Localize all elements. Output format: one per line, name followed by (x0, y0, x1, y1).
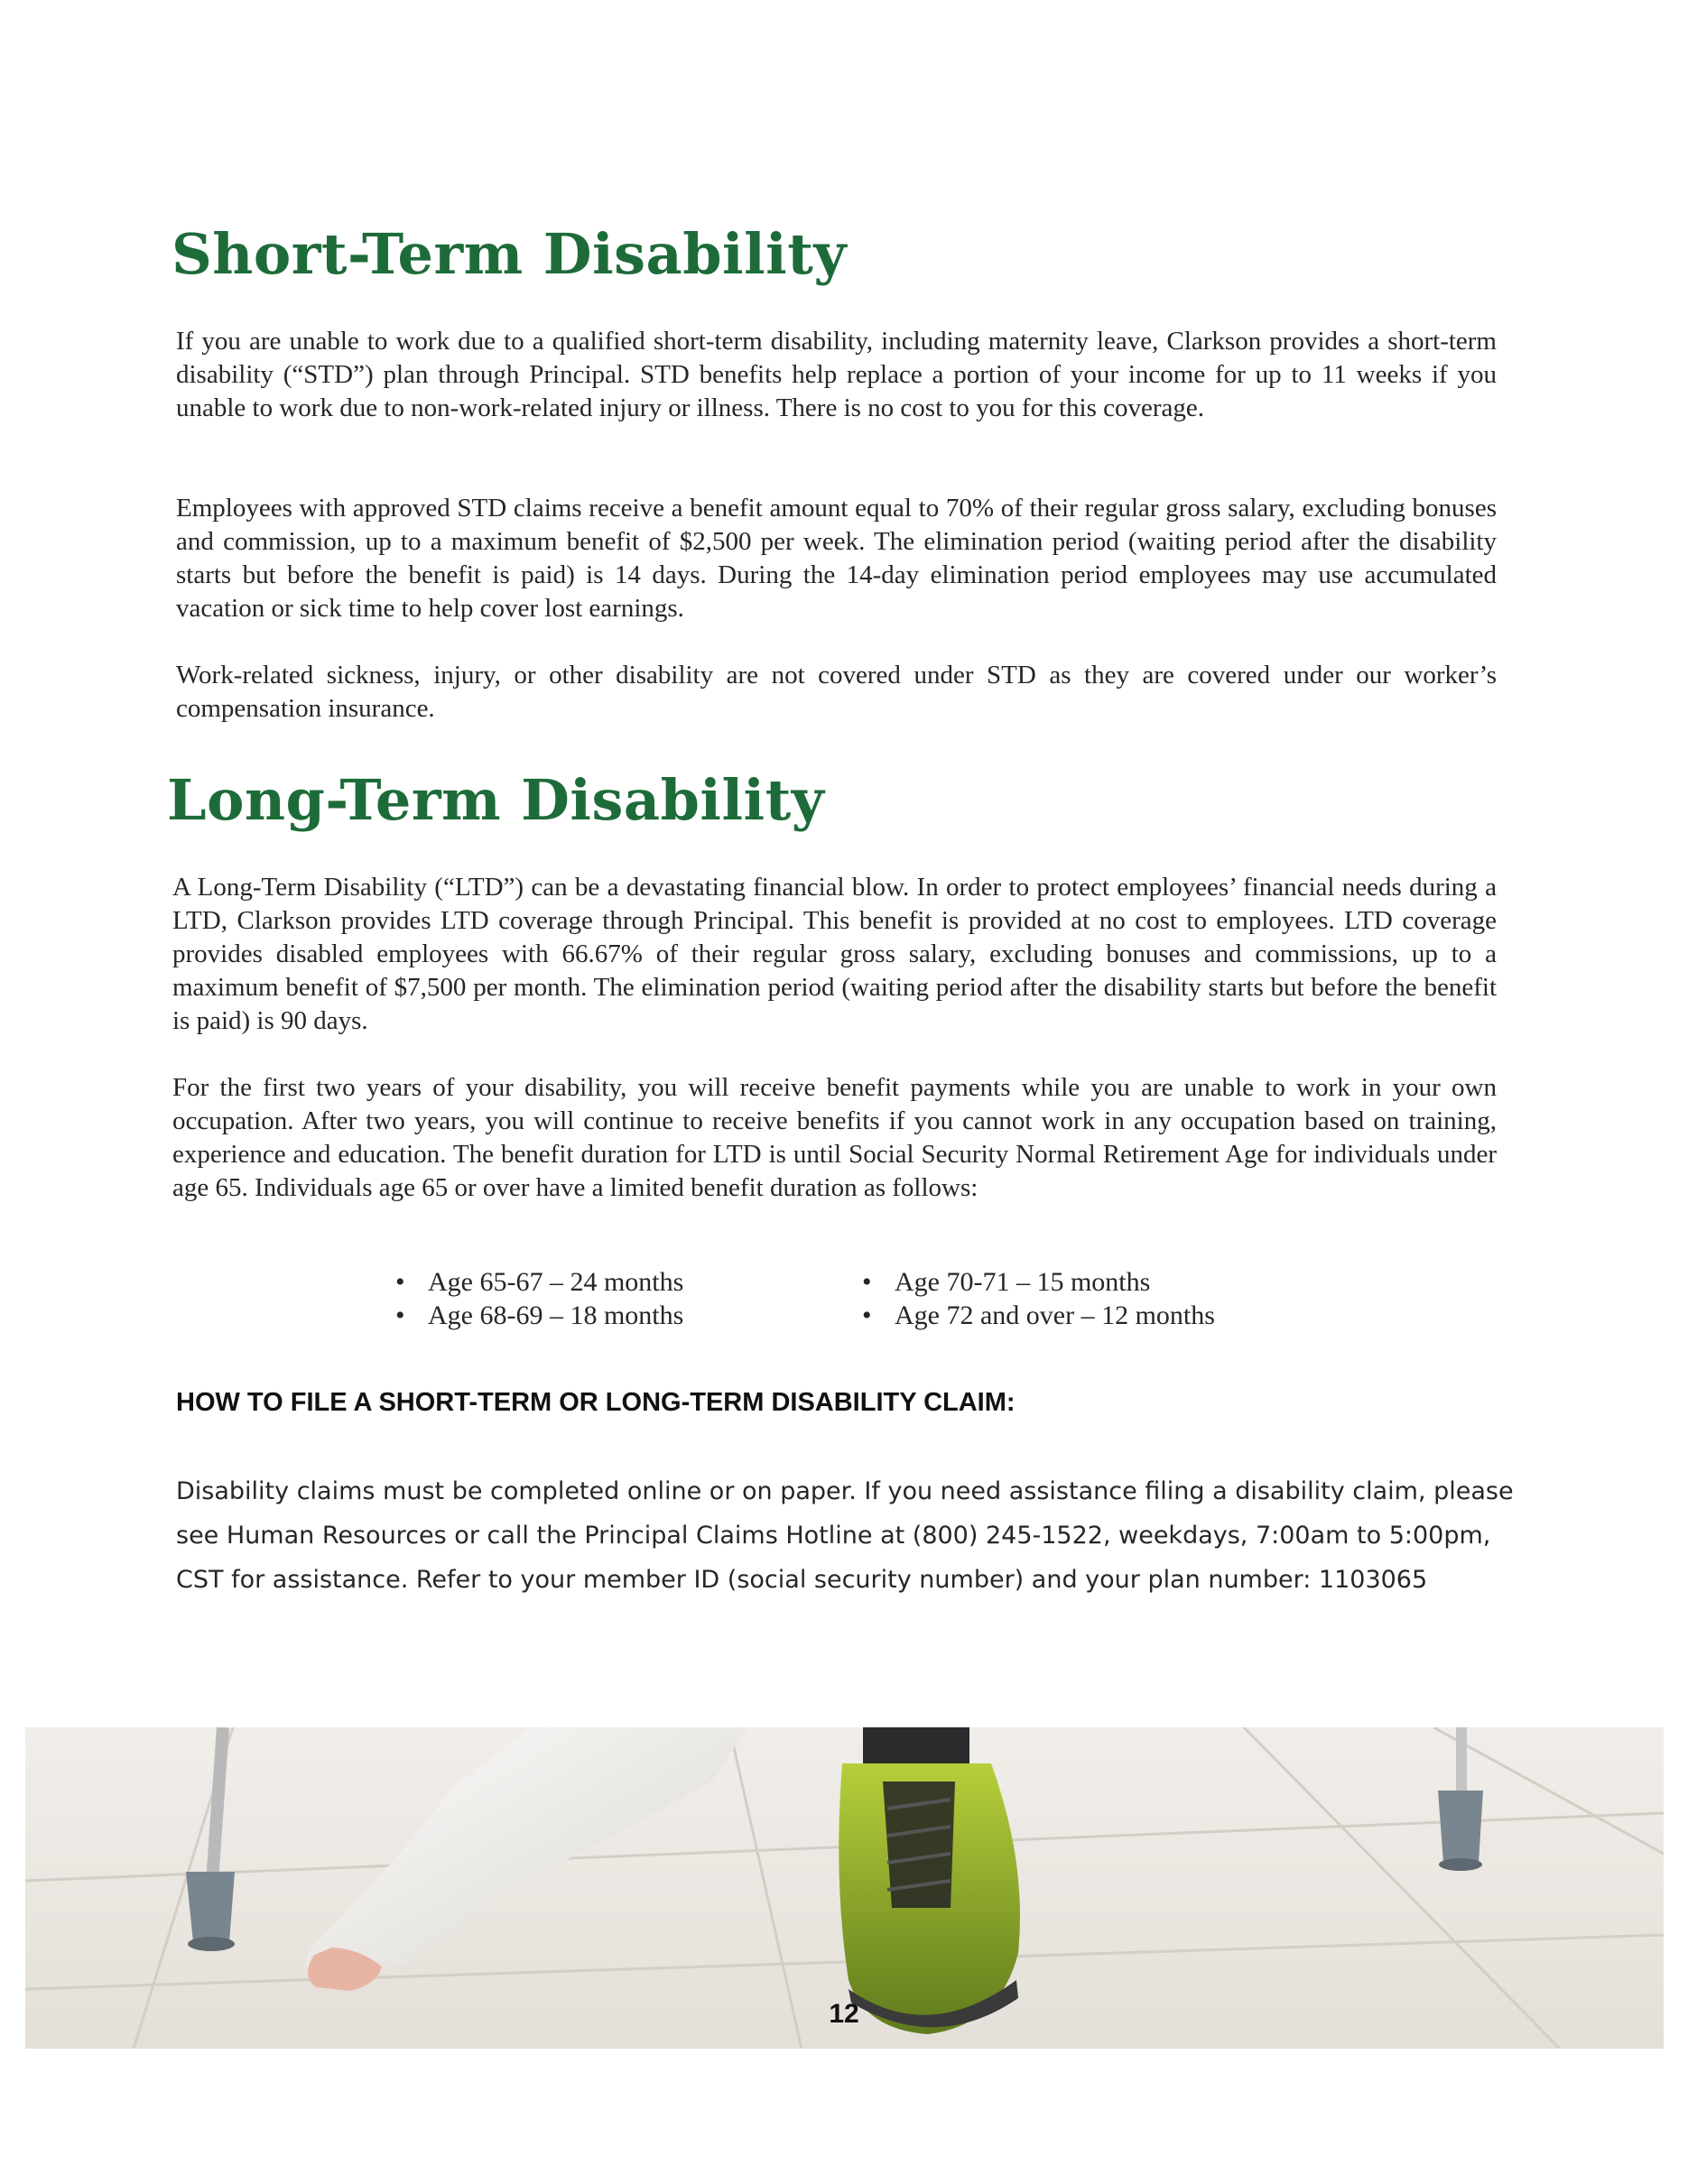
ltd-paragraph-1: A Long-Term Disability (“LTD”) can be a devastating financial blow. In order to protect employees’ financial needs during a LTD, Clarkson provides LTD coverage through Principal. This benefit is provided at no cost to employees. LTD coverage provides disabled employees with 66.67% of their regular gross salary, excluding bonuses and commissions, up to a maximum benefit of $7,500 per month. The elimination period (waiting period after the disability starts but before the benefit is paid) is 90 days. (172, 873, 1497, 1035)
list-item: • Age 68-69 – 18 months (395, 1299, 683, 1332)
list-item: • Age 70-71 – 15 months (862, 1265, 1215, 1299)
std-paragraph-1: If you are unable to work due to a qualified short-term disability, including maternity leave, Clarkson provides a short-term disability (“STD”) plan through Principal. STD benefits help replace a portion of your income for up to 11 weeks if you unable to work due to non-work-related injury or illness. There is no cost to you for this coverage. (176, 327, 1497, 422)
age-list-left (395, 1265, 683, 1332)
sneaker (839, 1727, 1020, 2034)
std-paragraph-3: Work-related sickness, injury, or other disability are not covered under STD as they are covered under our worker’s compensation insurance. (176, 661, 1497, 723)
list-item: • Age 65-67 – 24 months (395, 1265, 683, 1299)
claim-heading: HOW TO FILE A SHORT-TERM OR LONG-TERM DISABILITY CLAIM: (176, 1388, 1016, 1417)
std-title: Short-Term Disability (172, 221, 847, 287)
list-item: • Age 72 and over – 12 months (862, 1299, 1215, 1332)
ltd-title: Long-Term Disability (167, 767, 825, 833)
age-list-right (862, 1265, 1215, 1332)
page-number: 12 (829, 1999, 859, 2029)
ltd-paragraph-2: For the first two years of your disability, you will receive benefit payments while you are unable to work in your own occupation. After two years, you will continue to receive benefits if you cannot work in any occupation based on training, experience and education. The benefit duration for LTD is until Social Security Normal Retirement Age for individuals under age 65. Individuals age 65 or over have a limited benefit duration as follows: (172, 1073, 1497, 1202)
claim-paragraph: Disability claims must be completed online or on paper. If you need assistance filing a disability claim, please see Human Resources or call the Principal Claims Hotline at (800) 245-1522, weekdays, 7:00am to 5:00pm, CST for assistance. Refer to your member ID (social security number) and your plan number: 1103065 (176, 1477, 1514, 1594)
std-paragraph-2: Employees with approved STD claims receive a benefit amount equal to 70% of their regular gross salary, excluding bonuses and commission, up to a maximum benefit of $2,500 per week. The elimination period (waiting period after the disability starts but before the benefit is paid) is 14 days. During the 14-day elimination period employees may use accumulated vacation or sick time to help cover lost earnings. (176, 494, 1497, 623)
